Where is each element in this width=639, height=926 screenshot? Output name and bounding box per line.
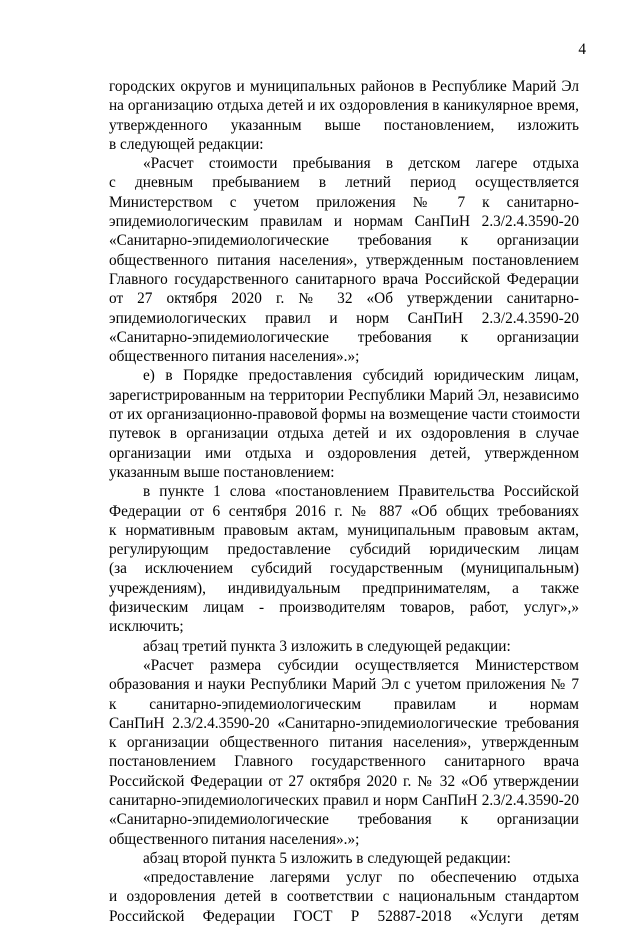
text-line: Российской Федерации ГОСТ Р 52887-2018 «Услуги детям [109, 907, 579, 925]
text-line: и оздоровления детей в соответствии с национальным стандартом [109, 888, 579, 906]
text-line: исключить; [109, 618, 184, 636]
text-line: абзац второй пункта 5 изложить в следующей редакции: [143, 849, 511, 867]
text-line: общественного питания населения», утвержденным постановлением [109, 251, 579, 269]
text-line: (за исключением субсидий государственным (муниципальным) [109, 560, 579, 578]
text-line: Федерации от 6 сентября 2016 г. № 887 «Об общих требованиях [109, 502, 579, 520]
text-line: образования и науки Республики Марий Эл с учетом приложения № 7 [109, 676, 579, 694]
text-line: городских округов и муниципальных районов в Республике Марий Эл [109, 78, 579, 95]
text-line: регулирующим предоставление субсидий юридическим лицам [109, 541, 579, 559]
text-line: СанПиН 2.3/2.4.3590-20 «Санитарно-эпидемиологические требования [109, 714, 579, 732]
text-line: от их организационно-правовой формы на возмещение части стоимости [109, 406, 581, 424]
text-line: «предоставление лагерями услуг по обеспечению отдыха [143, 869, 579, 887]
text-line: физическим лицам - производителям товаров, работ, услуг»,» [109, 599, 579, 617]
text-line: к нормативным правовым актам, муниципальным правовым актам, [109, 521, 579, 539]
text-line: указанным выше постановлением: [109, 463, 335, 481]
text-line: эпидемиологическим правилам и нормам СанПиН 2.3/2.4.3590-20 [109, 213, 579, 231]
text-line: на организацию отдыха детей и их оздоровления в каникулярное время, [109, 97, 579, 115]
text-line: Главного государственного санитарного врача Российской Федерации [109, 270, 579, 288]
text-line: «Расчет размера субсидии осуществляется Министерством [143, 656, 579, 674]
text-line: учреждениям), индивидуальным предпринимателям, а также [109, 579, 579, 597]
text-line: санитарно-эпидемиологических правил и норм СанПиН 2.3/2.4.3590-20 [109, 791, 579, 809]
text-line: «Санитарно-эпидемиологические требования к организации [109, 811, 579, 829]
text-line: к санитарно-эпидемиологическим правилам и нормам [109, 695, 579, 713]
text-line: к организации общественного питания населения», утвержденным [109, 734, 579, 752]
text-line: Российской Федерации от 27 октября 2020 г. № 32 «Об утверждении [109, 772, 579, 790]
text-line: постановлением Главного государственного санитарного врача [109, 753, 579, 771]
text-line: утвержденного указанным выше постановлением, изложить [109, 116, 579, 134]
text-line: организации ими отдыха и оздоровления детей, утвержденном [109, 444, 579, 462]
text-line: е) в Порядке предоставления субсидий юридическим лицам, [143, 367, 579, 385]
text-line: «Санитарно-эпидемиологические требования к организации [109, 328, 579, 346]
text-line: путевок в организации отдыха детей и их оздоровления в случае [109, 425, 579, 443]
text-line: с дневным пребыванием в летний период осуществляется [109, 174, 579, 192]
text-line: в следующей редакции: [109, 135, 264, 153]
document-body [109, 77, 579, 926]
text-line: абзац третий пункта 3 изложить в следующей редакции: [143, 637, 511, 655]
text-line: общественного питания населения».»; [109, 348, 360, 366]
text-line: в пункте 1 слова «постановлением Правительства Российской [143, 483, 579, 501]
text-line: общественного питания населения».»; [109, 830, 360, 848]
text-line: «Санитарно-эпидемиологические требования к организации [109, 232, 579, 250]
text-line: зарегистрированным на территории Республики Марий Эл, независимо [109, 386, 579, 404]
text-line: Министерством с учетом приложения № 7 к санитарно- [109, 193, 579, 211]
text-line: «Расчет стоимости пребывания в детском лагере отдыха [143, 155, 579, 173]
text-line: от 27 октября 2020 г. № 32 «Об утверждении санитарно- [109, 290, 579, 308]
page-number: 4 [578, 41, 586, 58]
text-line: эпидемиологических правил и норм СанПиН 2.3/2.4.3590-20 [109, 309, 579, 327]
